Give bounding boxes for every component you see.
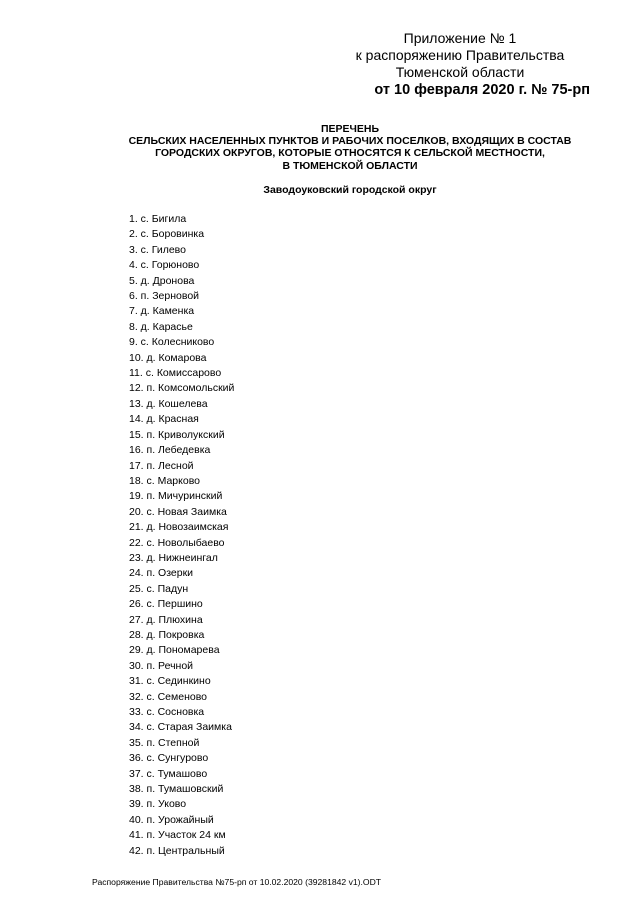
appendix-order-ref: к распоряжению Правительства bbox=[355, 47, 565, 63]
list-item: 26. с. Першино bbox=[129, 598, 203, 611]
list-item: 29. д. Пономарева bbox=[129, 644, 220, 657]
list-item: 40. п. Урожайный bbox=[129, 813, 214, 826]
list-item: 5. д. Дронова bbox=[129, 274, 195, 287]
title-line-1: ПЕРЕЧЕНЬ bbox=[320, 123, 380, 135]
list-item: 38. п. Тумашовский bbox=[129, 783, 224, 796]
list-item: 20. с. Новая Заимка bbox=[129, 505, 227, 518]
list-item: 34. с. Старая Заимка bbox=[129, 721, 232, 734]
list-item: 42. п. Центральный bbox=[129, 844, 225, 857]
list-item: 9. с. Колесниково bbox=[129, 336, 215, 349]
list-item: 33. с. Сосновка bbox=[129, 706, 205, 718]
list-item: 25. с. Падун bbox=[129, 582, 189, 595]
appendix-number: Приложение № 1 bbox=[403, 30, 517, 46]
appendix-header bbox=[330, 30, 590, 99]
list-item: 27. д. Плюхина bbox=[129, 613, 203, 626]
list-item: 35. п. Степной bbox=[129, 736, 200, 749]
list-item: 11. с. Комиссарово bbox=[129, 367, 222, 380]
list-item: 24. п. Озерки bbox=[129, 567, 194, 580]
district-heading: Заводоуковский городской округ bbox=[263, 184, 437, 196]
list-item: 10. д. Комарова bbox=[129, 351, 207, 364]
list-item: 13. д. Кошелева bbox=[129, 397, 208, 410]
list-item: 2. с. Боровинка bbox=[129, 228, 205, 241]
appendix-region: Тюменской области bbox=[395, 64, 525, 80]
list-item: 22. с. Новолыбаево bbox=[129, 536, 225, 549]
list-item: 7. д. Каменка bbox=[129, 305, 195, 318]
list-item: 17. п. Лесной bbox=[129, 459, 194, 472]
list-item: 12. п. Комсомольский bbox=[129, 382, 235, 395]
list-item: 32. с. Семеново bbox=[129, 690, 208, 703]
list-item: 21. д. Новозаимская bbox=[129, 521, 229, 534]
list-item: 14. д. Красная bbox=[129, 413, 199, 426]
list-item: 39. п. Уково bbox=[129, 798, 187, 811]
list-item: 23. д. Нижнеингал bbox=[129, 551, 218, 564]
document-footer: Распоряжение Правительства №75-рп от 10.02.2020 (39281842 v1).ODT bbox=[92, 877, 382, 887]
appendix-date: от 10 февраля 2020 г. № 75-рп bbox=[374, 82, 590, 98]
list-item: 28. д. Покровка bbox=[129, 628, 205, 641]
list-item: 37. с. Тумашово bbox=[129, 767, 208, 780]
list-item: 18. с. Марково bbox=[129, 474, 200, 487]
settlement-list bbox=[129, 212, 234, 859]
list-item: 36. с. Сунгурово bbox=[129, 752, 209, 765]
list-item: 41. п. Участок 24 км bbox=[129, 829, 226, 842]
list-item: 15. п. Криволукский bbox=[129, 428, 225, 441]
list-item: 8. д. Карасье bbox=[129, 320, 193, 333]
list-item: 16. п. Лебедевка bbox=[129, 444, 211, 457]
list-item: 3. с. Гилево bbox=[129, 243, 186, 256]
list-item: 19. п. Мичуринский bbox=[129, 490, 223, 503]
title-line-3: ГОРОДСКИХ ОКРУГОВ, КОТОРЫЕ ОТНОСЯТСЯ К СЕЛЬСКОЙ МЕСТНОСТИ, bbox=[155, 147, 545, 160]
list-item: 6. п. Зерновой bbox=[129, 290, 200, 303]
title-line-4: В ТЮМЕНСКОЙ ОБЛАСТИ bbox=[282, 159, 418, 172]
list-item: 1. с. Бигила bbox=[129, 213, 187, 225]
list-item: 30. п. Речной bbox=[129, 659, 194, 672]
title-line-2: СЕЛЬСКИХ НАСЕЛЕННЫХ ПУНКТОВ И РАБОЧИХ ПОСЕЛКОВ, ВХОДЯЩИХ В СОСТАВ bbox=[128, 135, 572, 148]
list-item: 4. с. Горюново bbox=[129, 259, 200, 272]
list-item: 31. с. Сединкино bbox=[129, 675, 211, 688]
document-title bbox=[70, 123, 630, 172]
